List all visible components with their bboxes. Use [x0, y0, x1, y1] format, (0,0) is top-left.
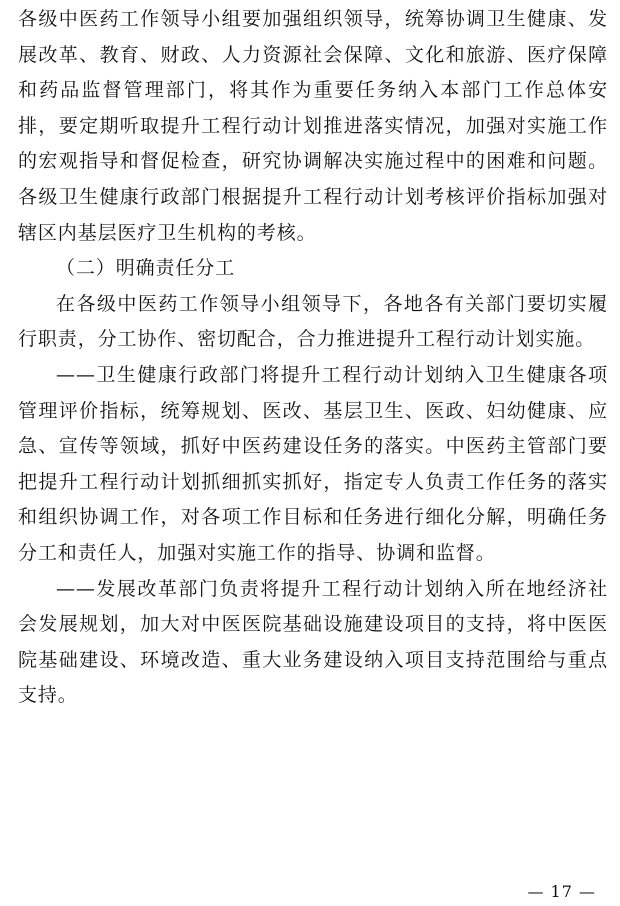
- body-text: [18, 2, 608, 714]
- paragraph-responsibility-intro: 在各级中医药工作领导小组领导下，各地各有关部门要切实履行职责，分工协作、密切配合，合力推进提升工程行动计划实施。: [18, 292, 608, 351]
- section-heading-responsibility: （二）明确责任分工: [56, 257, 236, 280]
- paragraph-health-department: ——卫生健康行政部门将提升工程行动计划纳入卫生健康各项管理评价指标，统筹规划、医改、基层卫生、医政、妇幼健康、应急、宣传等领域，抓好中医药建设任务的落实。中医药主管部门要把提升工程行动计划抓细抓实抓好，指定专人负责工作任务的落实和组织协调工作，对各项工作目标和任务进行细化分解，明确任务分工和责任人，加强对实施工作的指导、协调和监督。: [18, 363, 608, 564]
- page-number: — 17 —: [527, 882, 596, 901]
- paragraph-organization-leadership: 各级中医药工作领导小组要加强组织领导，统筹协调卫生健康、发展改革、教育、财政、人力资源社会保障、文化和旅游、医疗保障和药品监督管理部门，将其作为重要任务纳入本部门工作总体安排，要定期听取提升工程行动计划推进落实情况，加强对实施工作的宏观指导和督促检查，研究协调解决实施过程中的困难和问题。各级卫生健康行政部门根据提升工程行动计划考核评价指标加强对辖区内基层医疗卫生机构的考核。: [18, 8, 608, 244]
- paragraph-development-reform: ——发展改革部门负责将提升工程行动计划纳入所在地经济社会发展规划，加大对中医医院基础设施建设项目的支持，将中医医院基础建设、环境改造、重大业务建设纳入项目支持范围给与重点支持。: [18, 577, 608, 707]
